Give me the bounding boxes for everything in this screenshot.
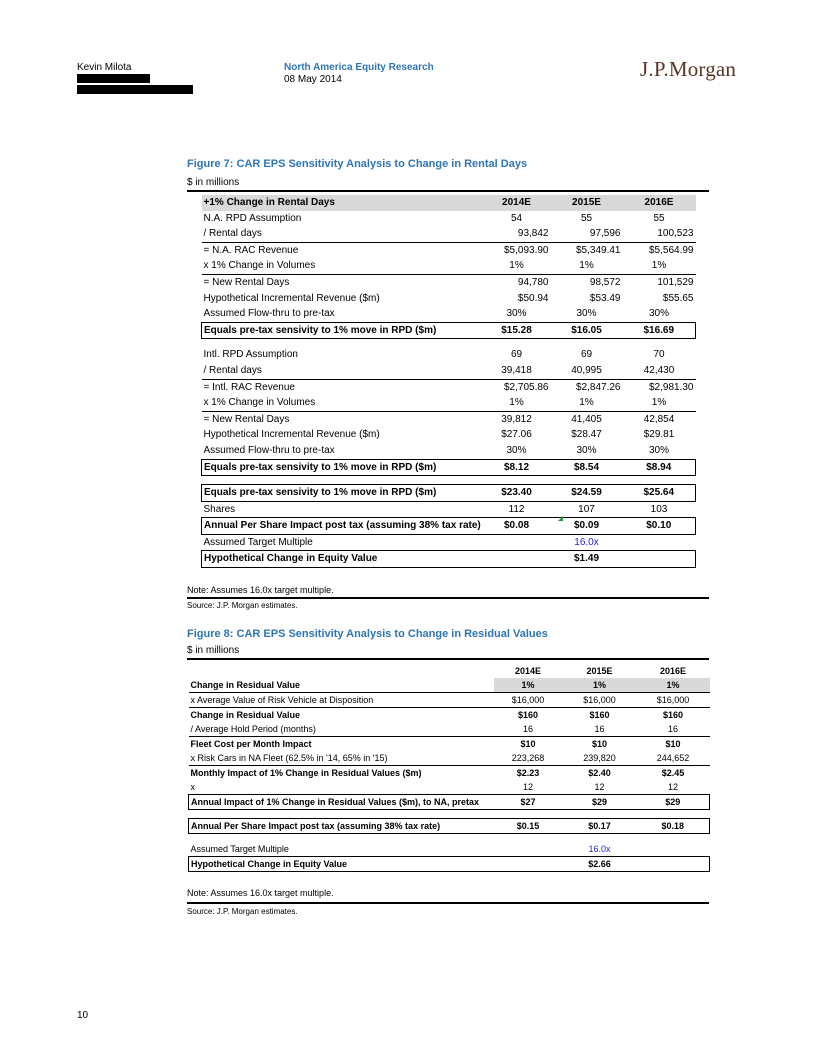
table-header-row bbox=[202, 195, 696, 211]
figure8-table bbox=[188, 664, 710, 872]
row-label: Change in Residual Value bbox=[189, 678, 494, 693]
cell-value: $23.40 bbox=[483, 485, 551, 502]
row-label: Intl. RPD Assumption bbox=[203, 349, 298, 361]
table-row bbox=[202, 518, 696, 535]
cell-value: 100,523 bbox=[623, 226, 696, 242]
cell-value: 55 bbox=[653, 212, 665, 224]
cell-value: $0.09 bbox=[551, 518, 623, 535]
table-row bbox=[189, 693, 710, 708]
row-label: Hypothetical Change in Equity Value bbox=[202, 551, 483, 568]
table-row bbox=[202, 443, 696, 459]
cell-value: 1% bbox=[551, 258, 623, 274]
cell-value: 42,854 bbox=[643, 413, 675, 425]
cell-value: $29 bbox=[637, 795, 710, 810]
cell-value: 16 bbox=[637, 722, 710, 737]
figure7-source: Source: J.P. Morgan estimates. bbox=[187, 601, 298, 610]
row-label: Change in Residual Value bbox=[190, 710, 301, 720]
cell-value: $50.94 bbox=[517, 292, 549, 304]
row-label: Fleet Cost per Month Impact bbox=[190, 739, 312, 749]
target-multiple-value: 16.0x bbox=[588, 844, 611, 854]
cell-value: $0.10 bbox=[623, 518, 696, 535]
cell-value: 30% bbox=[506, 308, 527, 320]
redacted-block bbox=[77, 85, 193, 94]
row-label: x 1% Change in Volumes bbox=[202, 258, 483, 274]
row-label: = New Rental Days bbox=[203, 276, 290, 288]
row-label: x bbox=[190, 782, 195, 792]
cell-value: 1% bbox=[623, 258, 696, 274]
table-row bbox=[189, 708, 710, 723]
cell-value: 107 bbox=[578, 503, 595, 515]
jpmorgan-logo: J.P.Morgan bbox=[640, 57, 737, 81]
cell-value: $2.23 bbox=[516, 768, 540, 778]
row-label: = Intl. RAC Revenue bbox=[203, 381, 295, 393]
cell-value: 1% bbox=[637, 678, 710, 693]
cell-value: 12 bbox=[522, 782, 533, 792]
table-row bbox=[189, 842, 710, 857]
comment-marker-icon bbox=[558, 516, 563, 521]
cell-value: $0.17 bbox=[563, 819, 637, 834]
figure8-note: Note: Assumes 16.0x target multiple. bbox=[187, 888, 334, 898]
cell-value: $2,981.30 bbox=[649, 381, 694, 393]
cell-value: 42,430 bbox=[623, 363, 696, 379]
cell-value: $29 bbox=[563, 795, 637, 810]
figure8-units: $ in millions bbox=[187, 645, 240, 656]
cell-value: $2.45 bbox=[661, 768, 685, 778]
cell-value: 1% bbox=[563, 678, 637, 693]
cell-value: $27 bbox=[494, 795, 563, 810]
redacted-block bbox=[77, 74, 150, 83]
cell-value: 98,572 bbox=[589, 276, 621, 288]
row-label: / Average Hold Period (months) bbox=[189, 722, 494, 737]
table-row bbox=[189, 751, 710, 766]
cell-value: 12 bbox=[594, 782, 605, 792]
table-row bbox=[202, 274, 696, 290]
cell-value: 39,812 bbox=[501, 413, 532, 425]
row-label: Annual Per Share Impact post tax (assuming 38% tax rate) bbox=[202, 518, 483, 535]
cell-value: $15.28 bbox=[483, 322, 551, 339]
table-row bbox=[202, 322, 696, 339]
cell-value: $2,847.26 bbox=[576, 381, 621, 393]
cell-value: $5,564.99 bbox=[649, 244, 694, 256]
cell-value: 16 bbox=[494, 722, 563, 737]
row-label: Assumed Target Multiple bbox=[190, 844, 289, 854]
cell-value: $28.47 bbox=[571, 429, 602, 441]
cell-value: $8.94 bbox=[623, 459, 696, 476]
figure7-note: Note: Assumes 16.0x target multiple. bbox=[187, 585, 334, 595]
row-label: Assumed Flow-thru to pre-tax bbox=[203, 308, 335, 320]
cell-value: 30% bbox=[648, 444, 669, 456]
cell-value: 30% bbox=[576, 444, 597, 456]
cell-value: 1% bbox=[483, 258, 551, 274]
cell-value bbox=[483, 551, 551, 568]
figure7-table bbox=[201, 195, 696, 568]
cell-value: $55.65 bbox=[662, 292, 694, 304]
cell-value: 93,842 bbox=[483, 226, 551, 242]
cell-value: $10 bbox=[591, 739, 608, 749]
cell-value: 30% bbox=[576, 308, 597, 320]
cell-value: 112 bbox=[508, 503, 525, 515]
cell-value: 1% bbox=[623, 395, 696, 411]
column-header bbox=[189, 664, 494, 678]
cell-value: $8.12 bbox=[483, 459, 551, 476]
column-header: 2015E bbox=[586, 666, 613, 676]
figure8-source: Source: J.P. Morgan estimates. bbox=[187, 907, 298, 916]
cell-value: $16.05 bbox=[551, 322, 623, 339]
table-row bbox=[202, 395, 696, 411]
table-row bbox=[189, 795, 710, 810]
table-row bbox=[202, 291, 696, 307]
cell-value: $0.18 bbox=[637, 819, 710, 834]
figure8-title: Figure 8: CAR EPS Sensitivity Analysis to Change in Residual Values bbox=[187, 628, 548, 640]
column-header: 2014E bbox=[514, 666, 542, 676]
cell-value: 101,529 bbox=[657, 276, 694, 288]
cell-value: $27.06 bbox=[501, 429, 532, 441]
column-header: 2016E bbox=[659, 666, 687, 676]
cell-value: 41,405 bbox=[571, 413, 602, 425]
cell-value: $5,093.90 bbox=[504, 244, 549, 256]
cell-value: 30% bbox=[506, 444, 527, 456]
target-multiple-value: 16.0x bbox=[574, 536, 599, 548]
cell-value: 69 bbox=[580, 349, 593, 361]
department-label: North America Equity Research bbox=[284, 62, 434, 73]
table-row bbox=[202, 551, 696, 568]
row-label: Hypothetical Incremental Revenue ($m) bbox=[203, 292, 380, 304]
cell-value: 103 bbox=[650, 503, 668, 515]
cell-value: 1% bbox=[494, 678, 563, 693]
cell-value bbox=[623, 551, 696, 568]
row-label: Annual Per Share Impact post tax (assuming 38% tax rate) bbox=[189, 819, 494, 834]
column-header: 2014E bbox=[483, 195, 551, 211]
cell-value: 54 bbox=[510, 212, 523, 224]
cell-value: $2,705.86 bbox=[504, 381, 549, 393]
row-label: / Rental days bbox=[202, 363, 483, 379]
cell-value: 1% bbox=[483, 395, 551, 411]
table-row bbox=[189, 766, 710, 781]
row-label: x 1% Change in Volumes bbox=[202, 395, 483, 411]
cell-value: 97,596 bbox=[551, 226, 623, 242]
cell-value: 39,418 bbox=[483, 363, 551, 379]
row-label: = N.A. RAC Revenue bbox=[203, 244, 299, 256]
table-row bbox=[189, 780, 710, 795]
cell-value bbox=[623, 534, 696, 551]
cell-value: $8.54 bbox=[551, 459, 623, 476]
row-label: Assumed Target Multiple bbox=[203, 536, 313, 548]
cell-value: $10 bbox=[520, 739, 536, 749]
cell-value: 30% bbox=[648, 308, 669, 320]
table-row bbox=[202, 379, 696, 395]
row-label: N.A. RPD Assumption bbox=[203, 212, 302, 224]
table-row bbox=[189, 819, 710, 834]
column-header: 2016E bbox=[623, 195, 696, 211]
cell-value: $16,000 bbox=[494, 693, 563, 708]
table-row bbox=[202, 427, 696, 443]
cell-value: $160 bbox=[662, 710, 684, 720]
cell-value: $16,000 bbox=[563, 693, 637, 708]
cell-value: $0.15 bbox=[494, 819, 563, 834]
column-header: +1% Change in Rental Days bbox=[202, 195, 483, 211]
cell-value bbox=[637, 842, 710, 857]
column-header: 2015E bbox=[551, 195, 623, 211]
table-row bbox=[189, 737, 710, 752]
cell-value: 70 bbox=[653, 349, 665, 361]
table-header-row bbox=[189, 664, 710, 678]
row-label: Monthly Impact of 1% Change in Residual Values ($m) bbox=[190, 768, 422, 778]
row-label: = New Rental Days bbox=[203, 413, 290, 425]
figure7-units: $ in millions bbox=[187, 177, 240, 188]
table-row bbox=[189, 678, 710, 693]
row-label: Annual Impact of 1% Change in Residual Values ($m), to NA, pretax bbox=[189, 795, 494, 810]
cell-value: $160 bbox=[517, 710, 539, 720]
table-row bbox=[202, 306, 696, 322]
figure8-top-rule bbox=[187, 658, 709, 660]
row-label: Assumed Flow-thru to pre-tax bbox=[203, 444, 335, 456]
cell-value bbox=[483, 534, 551, 551]
row-label: x Risk Cars in NA Fleet (62.5% in '14, 65% in '15) bbox=[189, 751, 494, 766]
figure7-top-rule bbox=[187, 190, 709, 192]
cell-value: 239,820 bbox=[563, 751, 637, 766]
cell-value: 12 bbox=[667, 782, 678, 792]
table-row bbox=[189, 722, 710, 737]
row-label: Equals pre-tax sensivity to 1% move in RPD ($m) bbox=[202, 459, 483, 476]
page-number: 10 bbox=[77, 1010, 89, 1021]
row-label: Hypothetical Change in Equity Value bbox=[189, 857, 494, 872]
table-row bbox=[189, 857, 710, 872]
cell-value bbox=[637, 857, 710, 872]
cell-value: $29.81 bbox=[643, 429, 675, 441]
cell-value: 1% bbox=[551, 395, 623, 411]
table-row bbox=[202, 363, 696, 379]
row-label: Shares bbox=[203, 503, 236, 515]
table-row bbox=[202, 501, 696, 518]
cell-value: 223,268 bbox=[494, 751, 563, 766]
cell-value: 40,995 bbox=[551, 363, 623, 379]
cell-value bbox=[494, 857, 563, 872]
figure8-bottom-rule bbox=[187, 902, 709, 904]
cell-value: $1.49 bbox=[551, 551, 623, 568]
cell-value: 55 bbox=[580, 212, 593, 224]
cell-value: $16.69 bbox=[623, 322, 696, 339]
row-label: Equals pre-tax sensivity to 1% move in RPD ($m) bbox=[202, 485, 483, 502]
cell-value: $5,349.41 bbox=[576, 244, 621, 256]
table-row bbox=[202, 411, 696, 427]
table-row bbox=[202, 258, 696, 274]
cell-value: $10 bbox=[665, 739, 681, 749]
cell-value: 16 bbox=[563, 722, 637, 737]
figure7-title: Figure 7: CAR EPS Sensitivity Analysis to Change in Rental Days bbox=[187, 158, 528, 170]
cell-value: $2.66 bbox=[563, 857, 637, 872]
row-label: / Rental days bbox=[202, 226, 483, 242]
table-row bbox=[202, 347, 696, 363]
cell-value: 244,652 bbox=[637, 751, 710, 766]
cell-value: $24.59 bbox=[551, 485, 623, 502]
cell-value: $160 bbox=[589, 710, 610, 720]
figure7-bottom-rule bbox=[187, 597, 709, 599]
table-row bbox=[202, 459, 696, 476]
cell-value: $0.08 bbox=[483, 518, 551, 535]
row-label: x Average Value of Risk Vehicle at Disposition bbox=[189, 693, 494, 708]
cell-value: 94,780 bbox=[517, 276, 549, 288]
table-row bbox=[202, 226, 696, 242]
cell-value bbox=[494, 842, 563, 857]
table-row bbox=[202, 485, 696, 502]
row-label: Equals pre-tax sensivity to 1% move in RPD ($m) bbox=[202, 322, 483, 339]
table-row bbox=[202, 242, 696, 258]
cell-value: $2.40 bbox=[588, 768, 611, 778]
table-row bbox=[202, 211, 696, 227]
cell-value: $25.64 bbox=[623, 485, 696, 502]
cell-value: $16,000 bbox=[637, 693, 710, 708]
author-name: Kevin Milota bbox=[77, 62, 132, 73]
table-row bbox=[202, 534, 696, 551]
row-label: Hypothetical Incremental Revenue ($m) bbox=[203, 429, 380, 441]
report-date: 08 May 2014 bbox=[284, 74, 342, 85]
cell-value: $53.49 bbox=[589, 292, 621, 304]
cell-value: 69 bbox=[510, 349, 523, 361]
